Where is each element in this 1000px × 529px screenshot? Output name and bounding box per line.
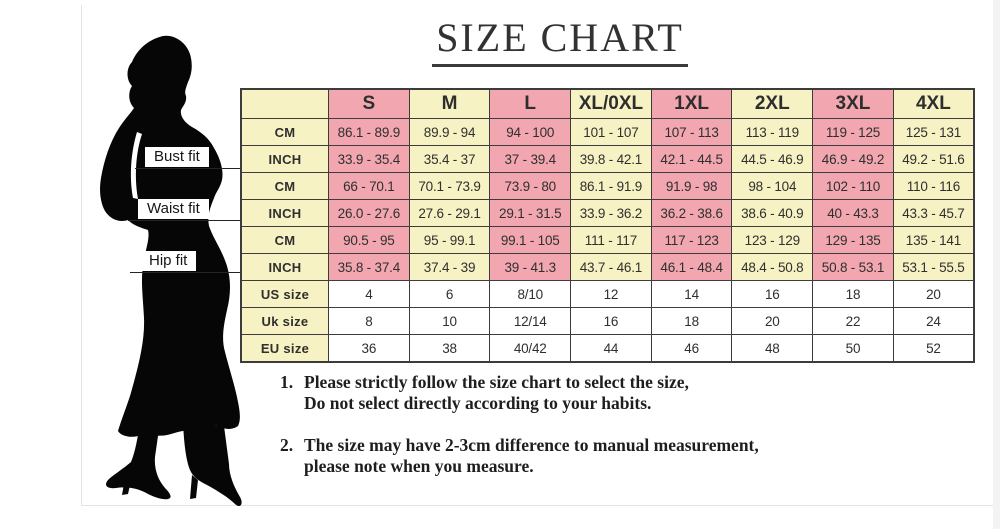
table-row	[241, 119, 974, 146]
row-label: INCH	[241, 254, 329, 281]
size-column-header: S	[329, 89, 410, 119]
note-number: 1.	[280, 372, 294, 392]
size-cell: 110 - 116	[893, 173, 974, 200]
size-cell: 86.1 - 89.9	[329, 119, 410, 146]
size-cell: 66 - 70.1	[329, 173, 410, 200]
size-cell: 36.2 - 38.6	[651, 200, 732, 227]
size-cell: 91.9 - 98	[651, 173, 732, 200]
size-cell: 50	[813, 335, 894, 363]
size-cell: 20	[893, 281, 974, 308]
size-cell: 18	[813, 281, 894, 308]
size-cell: 37 - 39.4	[490, 146, 571, 173]
size-cell: 89.9 - 94	[409, 119, 490, 146]
corner-cell	[241, 89, 329, 119]
size-cell: 42.1 - 44.5	[651, 146, 732, 173]
size-cell: 26.0 - 27.6	[329, 200, 410, 227]
note-item-2	[280, 435, 880, 477]
size-cell: 70.1 - 73.9	[409, 173, 490, 200]
row-label: INCH	[241, 146, 329, 173]
size-cell: 101 - 107	[571, 119, 652, 146]
size-cell: 49.2 - 51.6	[893, 146, 974, 173]
size-cell: 123 - 129	[732, 227, 813, 254]
note-line: please note when you measure.	[304, 456, 534, 476]
size-cell: 119 - 125	[813, 119, 894, 146]
size-cell: 37.4 - 39	[409, 254, 490, 281]
table-row	[241, 146, 974, 173]
frame-edge-right	[993, 0, 1000, 529]
row-label: CM	[241, 173, 329, 200]
size-cell: 12/14	[490, 308, 571, 335]
size-cell: 44	[571, 335, 652, 363]
table-row	[241, 335, 974, 363]
row-label: CM	[241, 227, 329, 254]
size-cell: 29.1 - 31.5	[490, 200, 571, 227]
size-cell: 48.4 - 50.8	[732, 254, 813, 281]
table-row	[241, 200, 974, 227]
size-cell: 129 - 135	[813, 227, 894, 254]
size-table-wrap	[240, 88, 975, 363]
bust-fit-callout	[135, 147, 240, 169]
note-number: 2.	[280, 435, 294, 455]
size-cell: 43.7 - 46.1	[571, 254, 652, 281]
note-item-1	[280, 372, 880, 414]
table-row	[241, 227, 974, 254]
size-cell: 16	[571, 308, 652, 335]
size-cell: 35.4 - 37	[409, 146, 490, 173]
size-cell: 39 - 41.3	[490, 254, 571, 281]
size-cell: 50.8 - 53.1	[813, 254, 894, 281]
hip-fit-label: Hip fit	[140, 251, 196, 271]
table-row	[241, 173, 974, 200]
size-cell: 117 - 123	[651, 227, 732, 254]
hip-fit-callout	[130, 251, 240, 273]
woman-body	[100, 36, 240, 437]
size-cell: 14	[651, 281, 732, 308]
size-cell: 98 - 104	[732, 173, 813, 200]
note-line: Do not select directly according to your habits.	[304, 393, 652, 413]
size-cell: 39.8 - 42.1	[571, 146, 652, 173]
size-cell: 35.8 - 37.4	[329, 254, 410, 281]
size-cell: 27.6 - 29.1	[409, 200, 490, 227]
size-cell: 46.1 - 48.4	[651, 254, 732, 281]
size-cell: 33.9 - 36.2	[571, 200, 652, 227]
row-label: EU size	[241, 335, 329, 363]
size-cell: 94 - 100	[490, 119, 571, 146]
size-cell: 38.6 - 40.9	[732, 200, 813, 227]
size-cell: 43.3 - 45.7	[893, 200, 974, 227]
bust-fit-label: Bust fit	[145, 147, 209, 167]
note-line: Please strictly follow the size chart to select the size,	[304, 372, 689, 392]
size-cell: 33.9 - 35.4	[329, 146, 410, 173]
size-cell: 107 - 113	[651, 119, 732, 146]
size-cell: 8/10	[490, 281, 571, 308]
size-cell: 111 - 117	[571, 227, 652, 254]
size-cell: 20	[732, 308, 813, 335]
size-cell: 38	[409, 335, 490, 363]
waist-fit-callout	[128, 199, 240, 221]
size-cell: 102 - 110	[813, 173, 894, 200]
size-cell: 135 - 141	[893, 227, 974, 254]
size-cell: 46	[651, 335, 732, 363]
waist-fit-label: Waist fit	[138, 199, 209, 219]
size-cell: 90.5 - 95	[329, 227, 410, 254]
size-cell: 22	[813, 308, 894, 335]
size-cell: 8	[329, 308, 410, 335]
size-cell: 40/42	[490, 335, 571, 363]
size-column-header: 1XL	[651, 89, 732, 119]
size-column-header: 4XL	[893, 89, 974, 119]
size-cell: 12	[571, 281, 652, 308]
title-underline	[432, 64, 688, 67]
size-cell: 24	[893, 308, 974, 335]
size-column-header: M	[409, 89, 490, 119]
row-label: INCH	[241, 200, 329, 227]
size-cell: 44.5 - 46.9	[732, 146, 813, 173]
size-cell: 95 - 99.1	[409, 227, 490, 254]
row-label: Uk size	[241, 308, 329, 335]
size-cell: 125 - 131	[893, 119, 974, 146]
size-header-row	[241, 89, 974, 119]
table-row	[241, 308, 974, 335]
size-cell: 86.1 - 91.9	[571, 173, 652, 200]
size-table-body	[241, 119, 974, 363]
size-cell: 53.1 - 55.5	[893, 254, 974, 281]
size-cell: 46.9 - 49.2	[813, 146, 894, 173]
size-cell: 113 - 119	[732, 119, 813, 146]
size-column-header: 3XL	[813, 89, 894, 119]
size-cell: 4	[329, 281, 410, 308]
table-row	[241, 281, 974, 308]
size-cell: 18	[651, 308, 732, 335]
page-title: SIZE CHART	[436, 15, 684, 60]
size-cell: 52	[893, 335, 974, 363]
size-cell: 73.9 - 80	[490, 173, 571, 200]
size-cell: 40 - 43.3	[813, 200, 894, 227]
row-label: US size	[241, 281, 329, 308]
size-column-header: XL/0XL	[571, 89, 652, 119]
size-cell: 16	[732, 281, 813, 308]
size-cell: 6	[409, 281, 490, 308]
size-cell: 36	[329, 335, 410, 363]
size-cell: 99.1 - 105	[490, 227, 571, 254]
size-column-header: L	[490, 89, 571, 119]
size-chart-table	[240, 88, 975, 363]
note-text	[304, 372, 880, 414]
table-row	[241, 254, 974, 281]
size-cell: 10	[409, 308, 490, 335]
note-line: The size may have 2-3cm difference to manual measurement,	[304, 435, 759, 455]
frame-line-left	[81, 5, 82, 505]
row-label: CM	[241, 119, 329, 146]
size-column-header: 2XL	[732, 89, 813, 119]
notes-section	[280, 372, 880, 498]
note-text	[304, 435, 880, 477]
size-cell: 48	[732, 335, 813, 363]
